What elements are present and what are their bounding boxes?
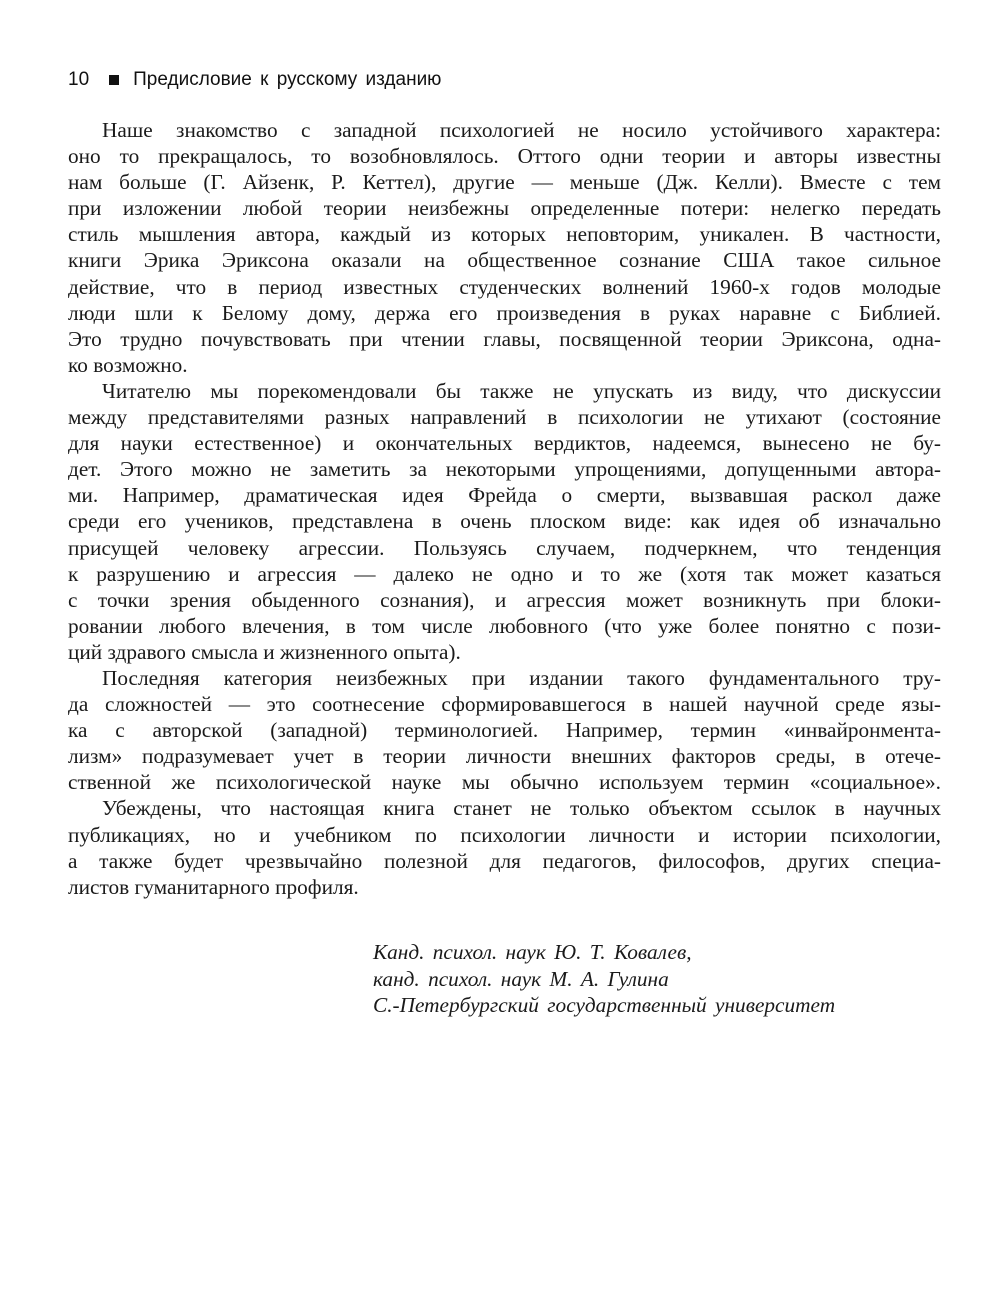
text-line: ми. Например, драматическая идея Фрейда о смерти, вызвавшая раскол даже bbox=[68, 483, 941, 508]
text-line: ций здравого смысла и жизненного опыта). bbox=[68, 639, 461, 664]
text-line: между представителями разных направлений в психологии не утихают (состояние bbox=[68, 405, 941, 430]
text-line: оно то прекращалось, то возобновлялось. Оттого одни теории и авторы известны bbox=[68, 144, 941, 169]
paragraph-4 bbox=[68, 795, 941, 899]
text-line: лизм» подразумевает учет в теории личности внешних факторов среды, в отече- bbox=[68, 744, 941, 769]
signature-affiliation: С.-Петербургский государственный университет bbox=[373, 993, 836, 1017]
paragraph-3 bbox=[68, 665, 941, 795]
signature-block bbox=[373, 939, 835, 1019]
text-line: Наше знакомство с западной психологией не носило устойчивого характера: bbox=[102, 118, 941, 142]
text-line: к разрушению и агрессия — далеко не одно и то же (хотя так может казаться bbox=[68, 561, 941, 586]
text-line: для науки естественное) и окончательных вердиктов, надеемся, вынесено не бу- bbox=[68, 431, 941, 456]
text-line: присущей человеку агрессии. Пользуясь случаем, подчеркнем, что тенденция bbox=[68, 535, 941, 560]
text-line: нам больше (Г. Айзенк, Р. Кеттел), другие — меньше (Дж. Келли). Вместе с тем bbox=[68, 170, 941, 195]
text-line: листов гуманитарного профиля. bbox=[68, 874, 359, 899]
body-text bbox=[68, 117, 941, 900]
black-square-icon bbox=[109, 75, 119, 85]
running-title: Предисловие к русскому изданию bbox=[133, 69, 442, 90]
text-line: при изложении любой теории неизбежны определенные потери: нелегко передать bbox=[68, 196, 941, 221]
signature-author-2: канд. психол. наук М. А. Гулина bbox=[373, 966, 669, 991]
text-line: публикациях, но и учебником по психологии личности и истории психологии, bbox=[68, 822, 941, 847]
text-line: книги Эрика Эриксона оказали на общественное сознание США такое сильное bbox=[68, 248, 941, 273]
text-line: Это трудно почувствовать при чтении главы, посвященной теории Эриксона, одна- bbox=[68, 326, 941, 351]
page-number: 10 bbox=[68, 69, 90, 90]
text-line: действие, что в период известных студенческих волнений 1960-х годов молодые bbox=[68, 274, 941, 299]
text-line: дет. Этого можно не заметить за некоторыми упрощениями, допущенными автора- bbox=[68, 457, 941, 482]
text-line: с точки зрения обыденного сознания), и агрессия может возникнуть при блоки- bbox=[68, 587, 941, 612]
text-line: Читателю мы порекомендовали бы также не упускать из виду, что дискуссии bbox=[102, 378, 941, 403]
text-line: люди шли к Белому дому, держа его произведения в руках наравне с Библией. bbox=[68, 300, 941, 325]
text-line: ко возможно. bbox=[68, 352, 188, 377]
signature-author-1: Канд. психол. наук Ю. Т. Ковалев, bbox=[373, 940, 692, 964]
text-line: стиль мышления автора, каждый из которых неповторим, уникален. В частности, bbox=[68, 222, 941, 247]
paragraph-1 bbox=[68, 117, 941, 378]
text-line: Убеждены, что настоящая книга станет не только объектом ссылок в научных bbox=[102, 796, 941, 821]
paragraph-2 bbox=[68, 378, 941, 665]
running-header bbox=[68, 66, 441, 94]
text-line: ка с авторской (западной) терминологией. Например, термин «инвайронмента- bbox=[68, 718, 941, 743]
text-line: да сложностей — это соотнесение сформировавшегося в нашей научной среде язы- bbox=[68, 692, 941, 717]
text-line: ровании любого влечения, в том числе любовного (что уже более понятно с пози- bbox=[68, 613, 941, 638]
text-line: среди его учеников, представлена в очень плоском виде: как идея об изначально bbox=[68, 509, 941, 534]
text-line: а также будет чрезвычайно полезной для педагогов, философов, других специа- bbox=[68, 848, 941, 873]
text-line: Последняя категория неизбежных при издании такого фундаментального тру- bbox=[102, 665, 941, 690]
text-line: ственной же психологической науке мы обычно используем термин «социальное». bbox=[68, 770, 941, 795]
